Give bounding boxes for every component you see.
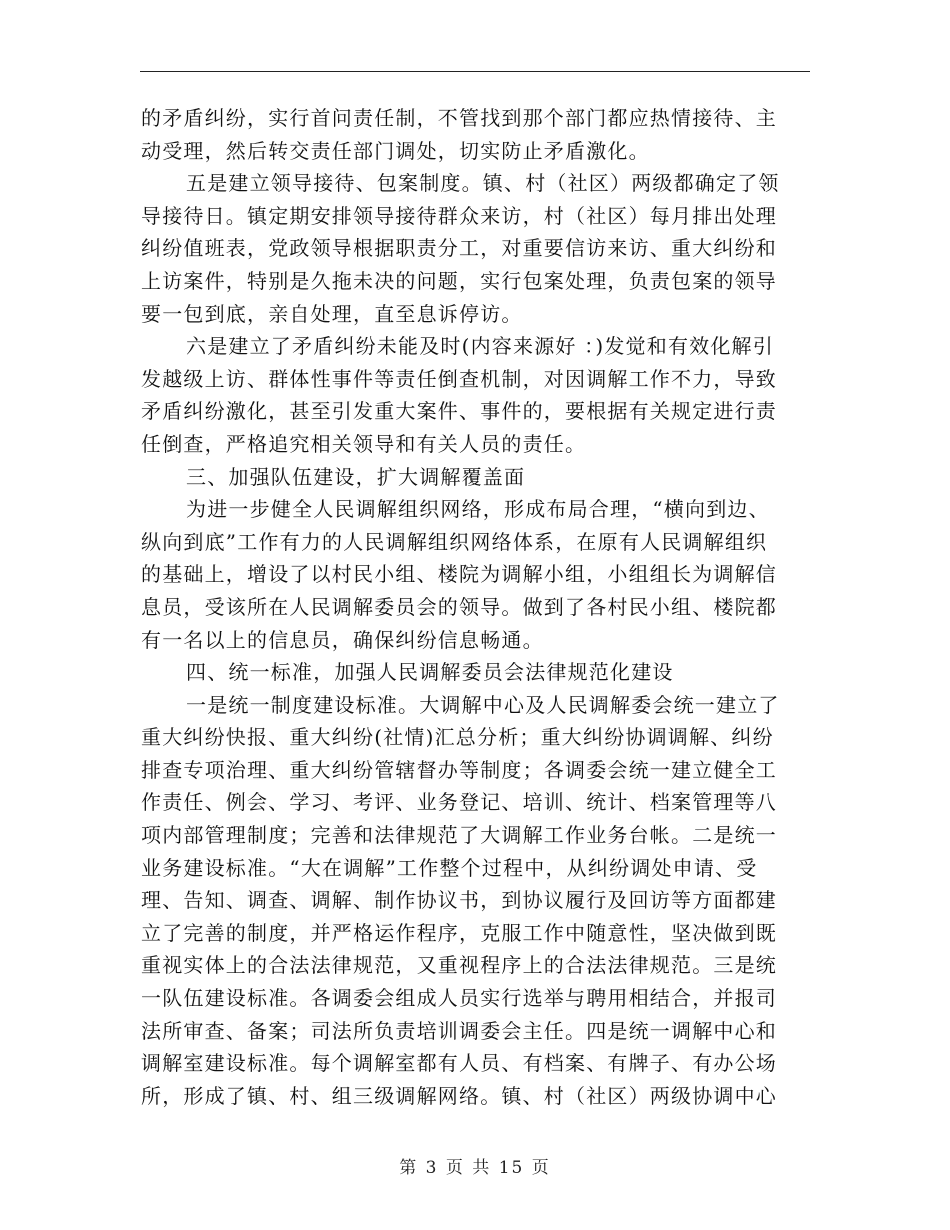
text-line: 矛盾纠纷激化，甚至引发重大案件、事件的，要根据有关规定进行责 (141, 399, 777, 424)
text-line: 纠纷值班表，党政领导根据职责分工，对重要信访来访、重大纠纷和 (141, 236, 777, 261)
text-line: 五是建立领导接待、包案制度。镇、村（社区）两级都确定了领 (186, 171, 780, 196)
text-line: 立了完善的制度，并严格运作程序，克服工作中随意性，坚决做到既 (141, 920, 777, 945)
text-line: 发越级上访、群体性事件等责任倒查机制，对因调解工作不力，导致 (141, 366, 777, 391)
text-line: 任倒查，严格追究相关领导和有关人员的责任。 (141, 431, 587, 456)
text-line: 一队伍建设标准。各调委会组成人员实行选举与聘用相结合，并报司 (141, 986, 777, 1011)
page-footer: 第 3 页 共 15 页 (399, 1158, 551, 1178)
text-line: 要一包到底，亲自处理，直至息诉停访。 (141, 301, 523, 326)
text-line: 业务建设标准。“大在调解”工作整个过程中，从纠纷调处申请、受 (141, 855, 758, 880)
text-line: 三、加强队伍建设，扩大调解覆盖面 (186, 464, 526, 489)
text-line: 上访案件，特别是久拖未决的问题，实行包案处理，负责包案的领导 (141, 268, 777, 293)
text-line: 调解室建设标准。每个调解室都有人员、有档案、有牌子、有办公场 (141, 1051, 777, 1076)
text-line: 有一名以上的信息员，确保纠纷信息畅通。 (141, 627, 544, 652)
text-line: 重大纠纷快报、重大纠纷(社情)汇总分析；重大纠纷协调调解、纠纷 (141, 725, 774, 750)
header-rule (140, 71, 810, 72)
text-line: 法所审查、备案；司法所负责培训调委会主任。四是统一调解中心和 (141, 1018, 777, 1043)
text-line: 排查专项治理、重大纠纷管辖督办等制度；各调委会统一建立健全工 (141, 757, 777, 782)
text-line: 理、告知、调查、调解、制作协议书，到协议履行及回访等方面都建 (141, 888, 777, 913)
text-line: 的基础上，增设了以村民小组、楼院为调解小组，小组组长为调解信 (141, 562, 777, 587)
text-line: 息员，受该所在人民调解委员会的领导。做到了各村民小组、楼院都 (141, 594, 777, 619)
text-line: 纵向到底”工作有力的人民调解组织网络体系，在原有人民调解组织 (141, 529, 768, 554)
text-line: 的矛盾纠纷，实行首问责任制，不管找到那个部门都应热情接待、主 (141, 106, 777, 130)
text-line: 六是建立了矛盾纠纷未能及时(内容来源好 ：)发觉和有效化解引 (186, 334, 774, 359)
text-line: 四、统一标准，加强人民调解委员会法律规范化建设 (186, 660, 674, 685)
document-body (141, 102, 811, 1112)
text-line: 导接待日。镇定期安排领导接待群众来访，村（社区）每月排出处理 (141, 203, 777, 228)
text-line: 一是统一制度建设标准。大调解中心及人民调解委会统一建立了 (186, 692, 780, 717)
text-line: 作责任、例会、学习、考评、业务登记、培训、统计、档案管理等八 (141, 790, 777, 815)
text-line: 重视实体上的合法法律规范，又重视程序上的合法法律规范。三是统 (141, 953, 777, 978)
text-line: 所，形成了镇、村、组三级调解网络。镇、村（社区）两级协调中心 (141, 1083, 777, 1108)
text-line: 项内部管理制度；完善和法律规范了大调解工作业务台帐。二是统一 (141, 823, 777, 848)
text-line: 为进一步健全人民调解组织网络，形成布局合理，“横向到边、 (186, 497, 770, 522)
text-line: 动受理，然后转交责任部门调处，切实防止矛盾激化。 (141, 138, 650, 163)
